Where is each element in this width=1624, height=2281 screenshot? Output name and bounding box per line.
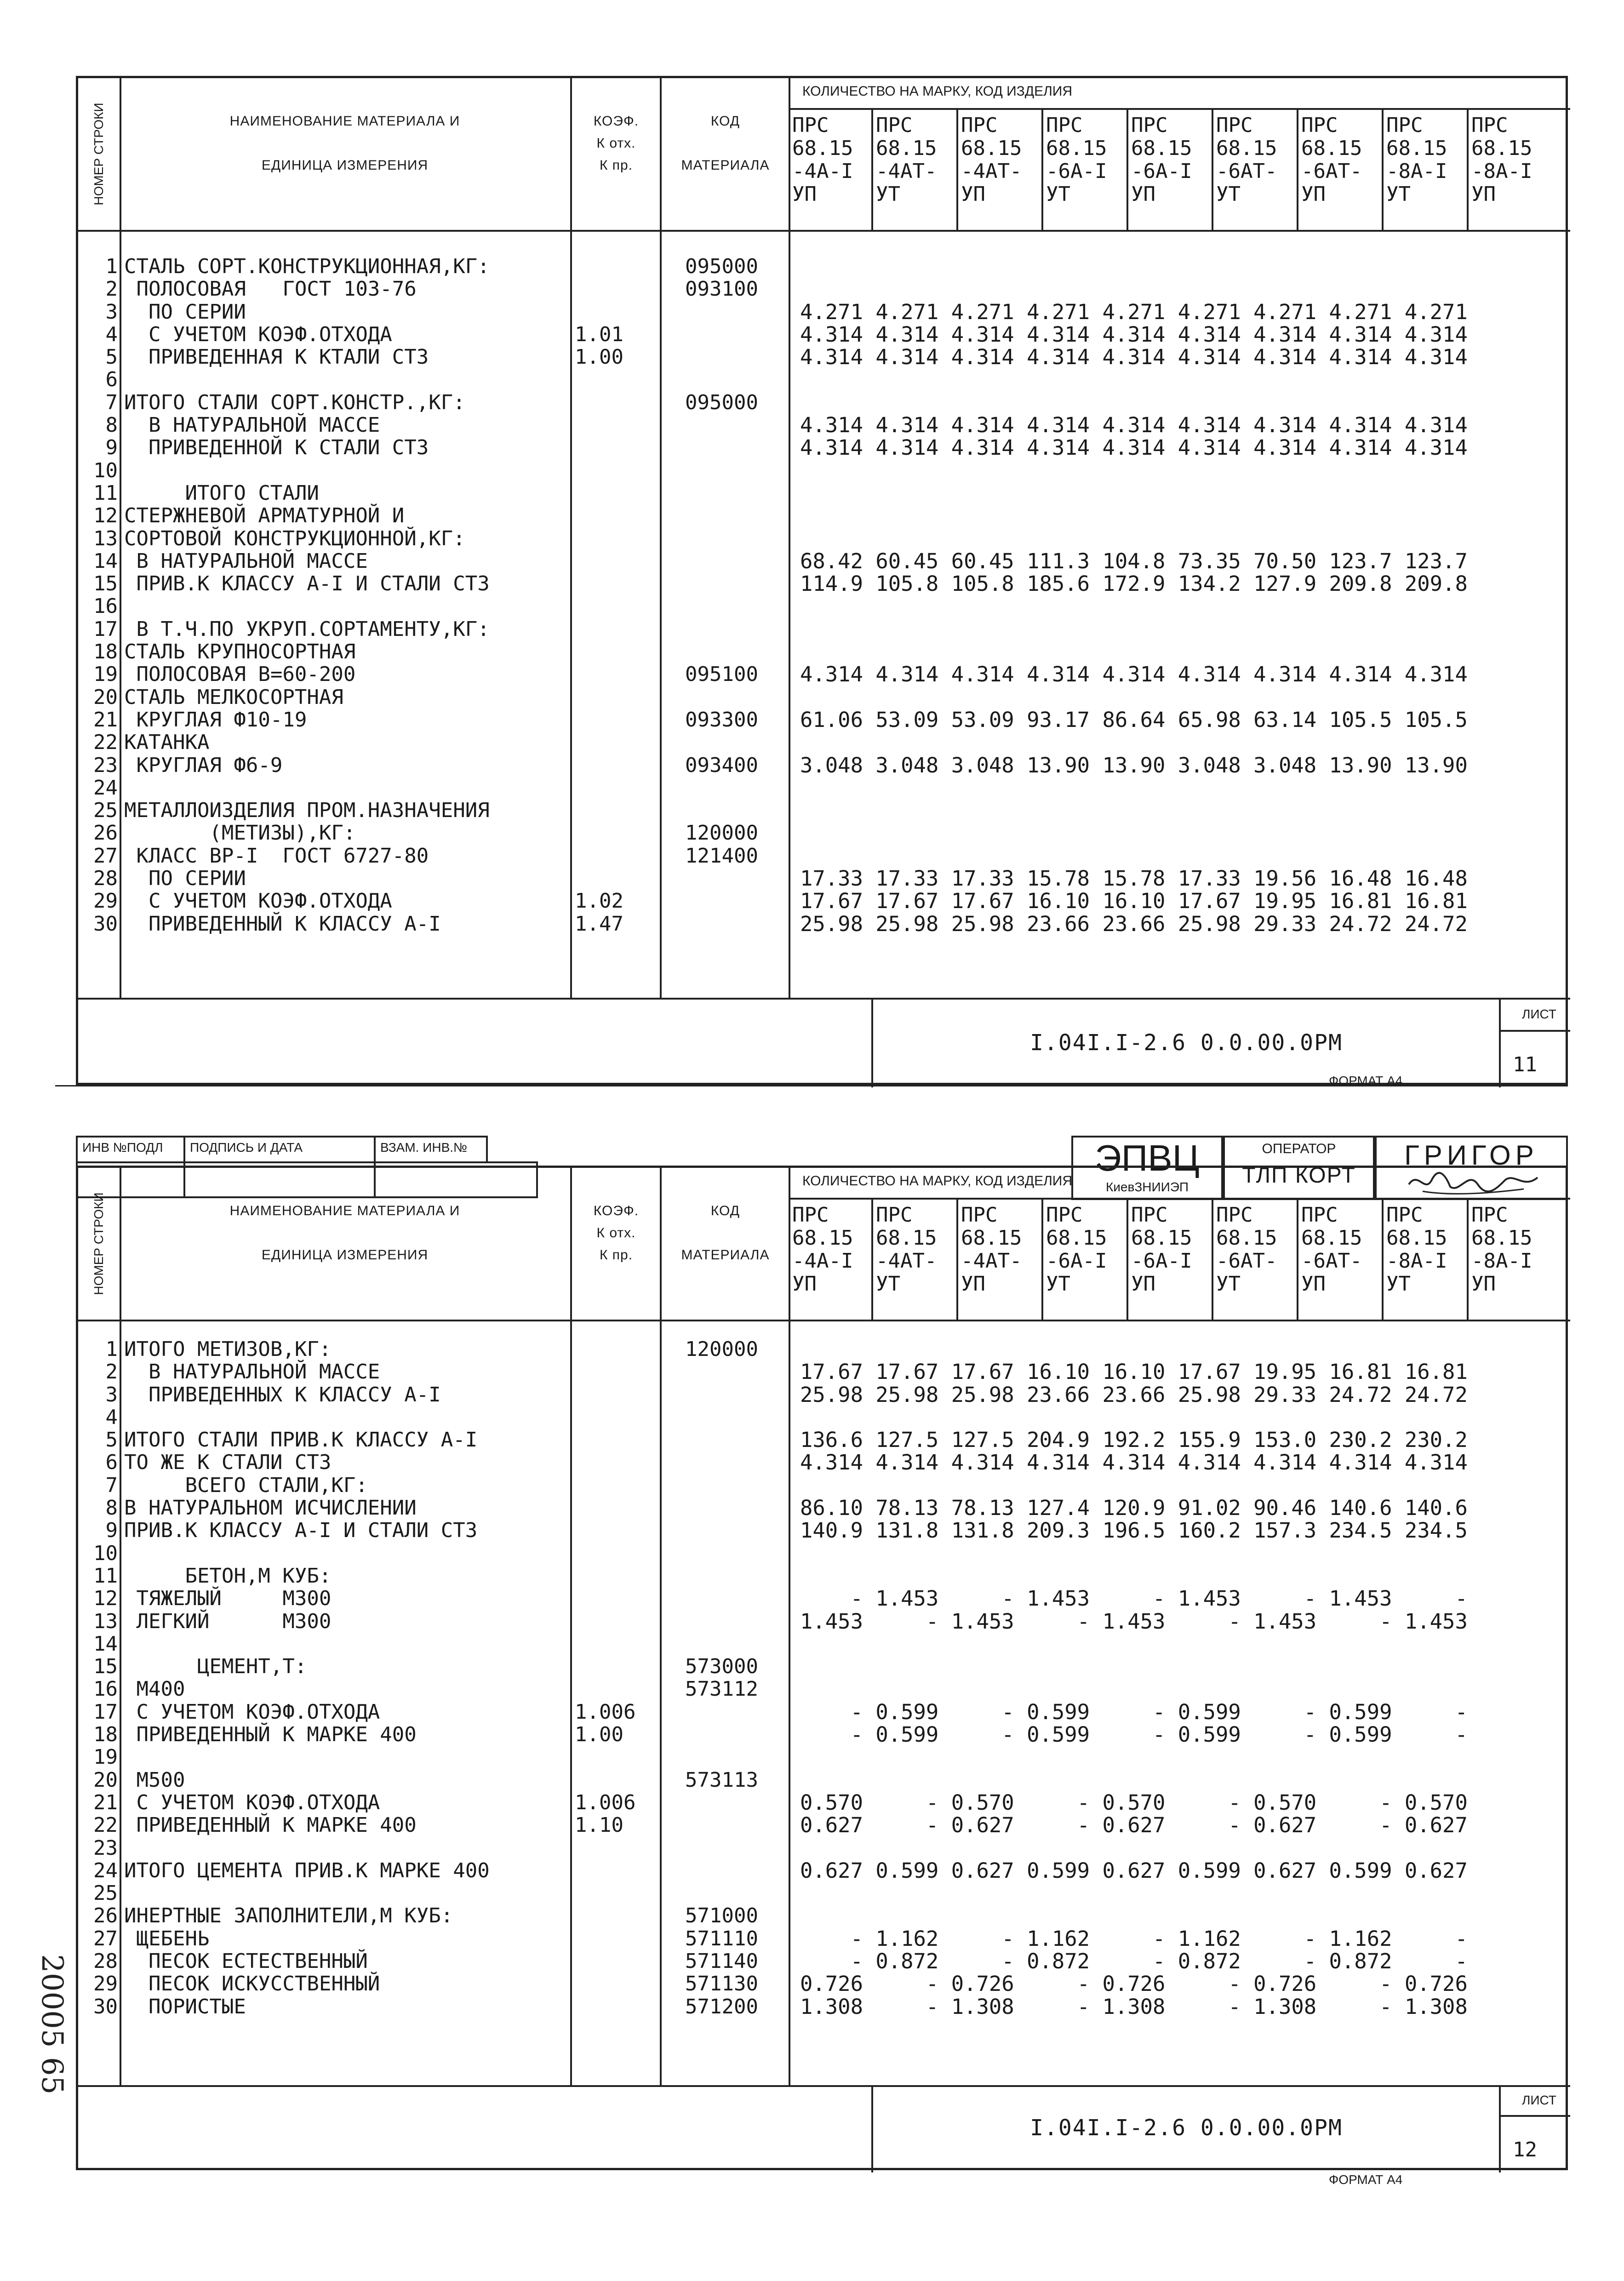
format-label: ФОРМАТ А4 [1329, 2172, 1403, 2187]
operator-value: ТЛП КОРТ [1242, 1163, 1356, 1188]
sheet-11 [76, 76, 1568, 1085]
sheet-number: 11 [1513, 1053, 1537, 1076]
format-label: ФОРМАТ А4 [1329, 1074, 1403, 1088]
divider [1499, 1030, 1570, 1032]
quantity-group-header: КОЛИЧЕСТВО НА МАРКУ, КОД ИЗДЕЛИЯ [802, 1173, 1073, 1189]
divider [78, 1320, 1570, 1321]
column-header: ПРС 68.15 -6АТ- УТ [1216, 114, 1277, 206]
row-number-header: НОМЕР СТРОКИ [91, 1192, 106, 1295]
divider [1297, 108, 1298, 230]
divider [1382, 108, 1384, 230]
divider [1127, 108, 1128, 230]
divider [1467, 1198, 1469, 1320]
divider [871, 108, 873, 230]
column-header: ПРС 68.15 -8А-I УТ [1386, 114, 1447, 206]
inv-replace-label: ВЗАМ. ИНВ.№ [380, 1140, 468, 1155]
cut-line [55, 1085, 1568, 1086]
divider [660, 1168, 662, 2085]
material-name-header: НАИМЕНОВАНИЕ МАТЕРИАЛА И ЕДИНИЦА ИЗМЕРЕНИЯ [229, 114, 460, 173]
divider [789, 1198, 1570, 1200]
coefficient-header: КОЭФ. К отх. К пр. [593, 114, 639, 173]
column-header: ПРС 68.15 -4АТ- УП [961, 1203, 1022, 1296]
divider [871, 2085, 873, 2172]
column-header: ПРС 68.15 -6АТ- УП [1301, 114, 1362, 206]
sheet-label: ЛИСТ [1522, 2093, 1556, 2107]
divider [871, 1198, 873, 1320]
coefficients: 1.01 1.00 1.02 1.47 [575, 322, 623, 936]
column-header: ПРС 68.15 -6А-I УТ [1046, 1203, 1107, 1296]
sign-date-label: ПОДПИСЬ И ДАТА [185, 1138, 376, 1161]
operator-label: ОПЕРАТОР [1262, 1141, 1336, 1156]
material-code-header: КОД МАТЕРИАЛА [681, 1203, 770, 1263]
column-header: ПРС 68.15 -6А-I УП [1131, 1203, 1192, 1296]
divider [1212, 108, 1213, 230]
divider [1499, 2085, 1501, 2172]
column-header: ПРС 68.15 -8А-I УТ [1386, 1203, 1447, 1296]
material-code-header: КОД МАТЕРИАЛА [681, 114, 770, 173]
column-header: ПРС 68.15 -6АТ- УТ [1216, 1203, 1277, 1296]
column-header: ПРС 68.15 -8А-I УП [1471, 1203, 1533, 1296]
organization-name: ЭПВЦ [1095, 1138, 1200, 1178]
divider [956, 108, 958, 230]
material-names: СТАЛЬ СОРТ.КОНСТРУКЦИОННАЯ,КГ: ПОЛОСОВАЯ ГОСТ 103-76 ПО СЕРИИ С УЧЕТОМ КОЭФ.ОТХОДА ПРИВЕДЕННАЯ К КТАЛИ СТ3 ИТОГО СТАЛИ СОРТ.КОНСТР.,КГ: В НАТУРАЛЬНОЙ МАССЕ ПРИВЕДЕННОЙ К СТАЛИ СТ3 ИТОГО СТАЛИ СТЕРЖНЕВОЙ АРМАТУРНОЙ И СОРТОВОЙ КОНСТРУКЦИОННОЙ,КГ: В НАТУРАЛЬНОЙ МАССЕ ПРИВ.К КЛАССУ А-I И СТАЛИ СТ3 В Т.Ч.ПО УКРУП.СОРТАМЕНТУ,КГ: СТАЛЬ КРУПНОСОРТНАЯ ПОЛОСОВАЯ В=60-200 СТАЛЬ МЕЛКОСОРТНАЯ КРУГЛАЯ Ф10-19 КАТАНКА КРУГЛАЯ Ф6-9 МЕТАЛЛОИЗДЕЛИЯ ПРОМ.НАЗНАЧЕНИЯ (МЕТИЗЫ),КГ: КЛАСС ВР-I ГОСТ 6727-80 ПО СЕРИИ С УЧЕТОМ КОЭФ.ОТХОДА ПРИВЕДЕННЫЙ К КЛАССУ А-I [124, 255, 490, 936]
material-codes: 120000 573000 573112 573113 571000 571110 571140 571130 571200 [685, 1338, 758, 2018]
divider [570, 78, 572, 998]
divider [1041, 108, 1043, 230]
row-numbers: 1 2 3 4 5 6 7 8 9 10 11 12 13 14 15 16 17 18 19 20 21 22 23 24 25 26 27 28 29 30 [93, 1338, 118, 2018]
handwritten-side-note: 20005 65 [35, 1954, 69, 2095]
divider [78, 2085, 1570, 2087]
row-numbers: 1 2 3 4 5 6 7 8 9 10 11 12 13 14 15 16 17 18 19 20 21 22 23 24 25 26 27 28 29 30 [93, 255, 118, 936]
divider [78, 230, 1570, 232]
column-header: ПРС 68.15 -6А-I УП [1131, 114, 1192, 206]
coefficients: 1.006 1.00 1.006 1.10 [575, 1700, 636, 1837]
organization-subname: КиевЗНИИЭП [1105, 1180, 1189, 1194]
document-mark: I.04I.I-2.6 0.0.00.0РМ [1030, 1030, 1343, 1056]
divider [1382, 1198, 1384, 1320]
column-header: ПРС 68.15 -4АТ- УТ [876, 1203, 937, 1296]
divider [1499, 998, 1501, 1087]
column-header: ПРС 68.15 -4А-I УП [792, 114, 853, 206]
divider [1041, 1198, 1043, 1320]
column-header: ПРС 68.15 -8А-I УП [1471, 114, 1533, 206]
divider [120, 1168, 121, 2085]
column-header: ПРС 68.15 -6А-I УТ [1046, 114, 1107, 206]
row-number-header: НОМЕР СТРОКИ [91, 103, 106, 206]
divider [1297, 1198, 1298, 1320]
divider [789, 108, 1570, 110]
quantity-values: 4.271 4.271 4.271 4.271 4.271 4.271 4.271 4.271 4.271 4.314 4.314 4.314 4.314 4.314 4.314 4.314 4.314 4.314 4.314 4.314 4.314 4.314 4.314 4.314 4.314 4.314 4.314 4.314 4.314 4.314 4.314 4.314 4.314 4.314 4.314 4.314 4.314 4.314 4.314 4.314 4.314 4.314 4.314 4.314 4.314 68.42 60.45 60.45 111.3 104.8 73.35 70.50 123.7 123.7 114.9 105.8 105.8 185.6 172.9 134.2 127.9 209.8 209.8 4.314 4.314 4.314 4.314 4.314 4.314 4.314 4.314 4.314 61.06 53.09 53.09 93.17 86.64 65.98 63.14 105.5 105.5 3.048 3.048 3.048 13.90 13.90 3.048 3.048 13.90 13.90 17.33 17.33 17.33 15.78 15.78 17.33 19.56 16.48 16.48 17.67 17.67 17.67 16.10 16.10 17.67 19.95 16.81 16.81 25.98 25.98 25.98 23.66 23.66 25.98 29.33 24.72 24.72 [800, 299, 1468, 936]
name-value: ГРИГОР [1404, 1140, 1538, 1171]
divider [1127, 1198, 1128, 1320]
divider [871, 998, 873, 1087]
divider [78, 998, 1570, 1000]
coefficient-header: КОЭФ. К отх. К пр. [593, 1203, 639, 1263]
divider [789, 1168, 790, 2085]
document-mark: I.04I.I-2.6 0.0.00.0РМ [1030, 2115, 1343, 2141]
column-header: ПРС 68.15 -4А-I УП [792, 1203, 853, 1296]
divider [1499, 2115, 1570, 2117]
divider [1212, 1198, 1213, 1320]
divider [120, 78, 121, 998]
approval-stamp-header [76, 1136, 488, 1163]
sheet-label: ЛИСТ [1522, 1007, 1556, 1021]
sheet-number: 12 [1513, 2138, 1537, 2161]
material-names: ИТОГО МЕТИЗОВ,КГ: В НАТУРАЛЬНОЙ МАССЕ ПРИВЕДЕННЫХ К КЛАССУ А-I ИТОГО СТАЛИ ПРИВ.К КЛАССУ А-I ТО ЖЕ К СТАЛИ СТ3 ВСЕГО СТАЛИ,КГ: В НАТУРАЛЬНОМ ИСЧИСЛЕНИИ ПРИВ.К КЛАССУ А-I И СТАЛИ СТ3 БЕТОН,М КУБ: ТЯЖЕЛЫЙ М300 ЛЕГКИЙ М300 ЦЕМЕНТ,Т: М400 С УЧЕТОМ КОЭФ.ОТХОДА ПРИВЕДЕННЫЙ К МАРКЕ 400 М500 С УЧЕТОМ КОЭФ.ОТХОДА ПРИВЕДЕННЫЙ К МАРКЕ 400 ИТОГО ЦЕМЕНТА ПРИВ.К МАРКЕ 400 ИНЕРТНЫЕ ЗАПОЛНИТЕЛИ,М КУБ: ЩЕБЕНЬ ПЕСОК ЕСТЕСТВЕННЫЙ ПЕСОК ИСКУССТВЕННЫЙ ПОРИСТЫЕ [124, 1338, 490, 2018]
quantity-group-header: КОЛИЧЕСТВО НА МАРКУ, КОД ИЗДЕЛИЯ [802, 84, 1073, 99]
quantity-values: 17.67 17.67 17.67 16.10 16.10 17.67 19.95 16.81 16.81 25.98 25.98 25.98 23.66 23.66 25.98 29.33 24.72 24.72 136.6 127.5 127.5 204.9 192.2 155.9 153.0 230.2 230.2 4.314 4.314 4.314 4.314 4.314 4.314 4.314 4.314 4.314 86.10 78.13 78.13 127.4 120.9 91.02 90.46 140.6 140.6 140.9 131.8 131.8 209.3 196.5 160.2 157.3 234.5 234.5 - 1.453 - 1.453 - 1.453 - 1.453 - 1.453 - 1.453 - 1.453 - 1.453 - 1.453 - 0.599 - 0.599 - 0.599 - 0.599 - - 0.599 - 0.599 - 0.599 - 0.599 - 0.570 - 0.570 - 0.570 - 0.570 - 0.570 0.627 - 0.627 - 0.627 - 0.627 - 0.627 0.627 0.599 0.627 0.599 0.627 0.599 0.627 0.599 0.627 - 1.162 - 1.162 - 1.162 - 1.162 - - 0.872 - 0.872 - 0.872 - 0.872 - 0.726 - 0.726 - 0.726 - 0.726 - 0.726 1.308 - 1.308 - 1.308 - 1.308 - 1.308 [800, 1360, 1468, 2019]
divider [660, 78, 662, 998]
inv-podl-label: ИНВ №ПОДЛ [78, 1138, 185, 1161]
column-header: ПРС 68.15 -4АТ- УП [961, 114, 1022, 206]
divider [1467, 108, 1469, 230]
divider [789, 78, 790, 998]
divider [956, 1198, 958, 1320]
column-header: ПРС 68.15 -4АТ- УТ [876, 114, 937, 206]
divider [570, 1168, 572, 2085]
column-header: ПРС 68.15 -6АТ- УП [1301, 1203, 1362, 1296]
material-name-header: НАИМЕНОВАНИЕ МАТЕРИАЛА И ЕДИНИЦА ИЗМЕРЕНИЯ [229, 1203, 460, 1263]
material-codes: 095000 093100 095000 095100 093300 093400 120000 121400 [685, 255, 758, 868]
sheet-12 [76, 1166, 1568, 2170]
